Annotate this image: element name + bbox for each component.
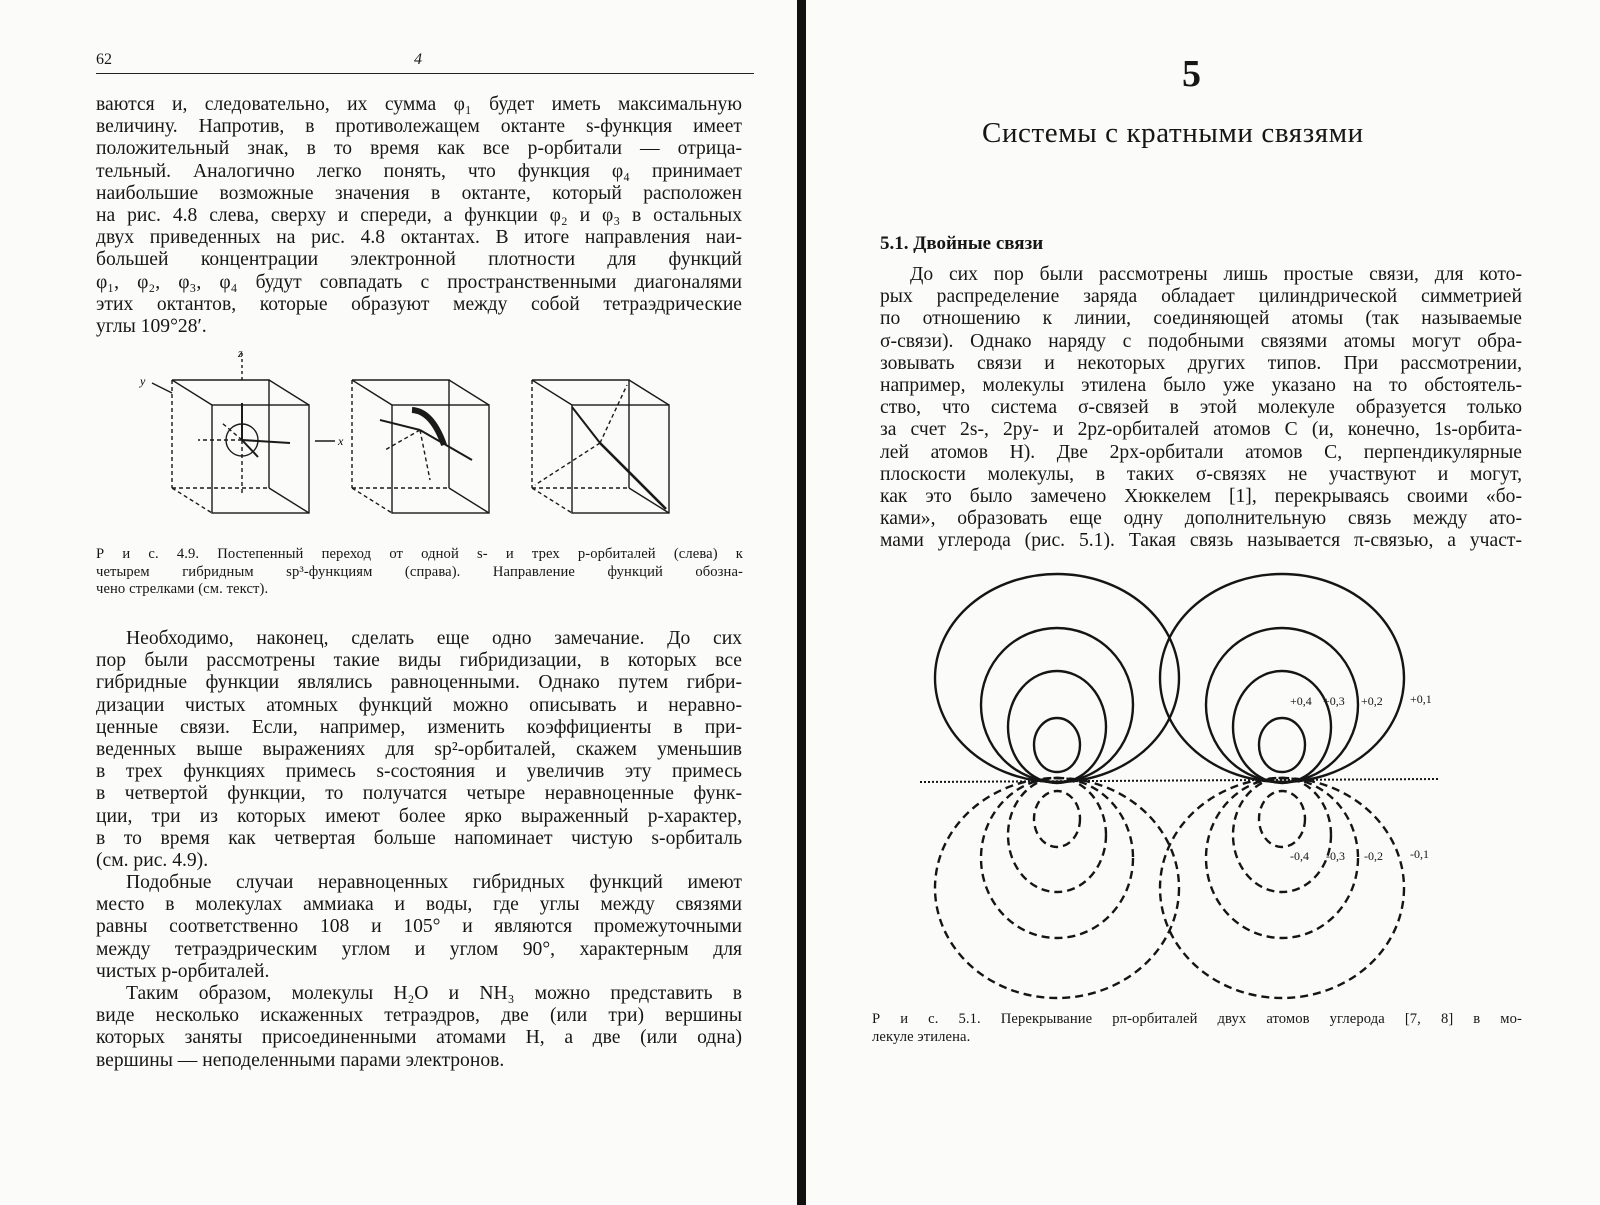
cube-sp3-functions bbox=[532, 380, 669, 513]
text-line: веденных выше выражениях для sp²-орбиталей, скажем уменьшив bbox=[96, 738, 742, 760]
text-line: виде несколько искаженных тетраэдров, две (или три) вершины bbox=[96, 1005, 742, 1027]
text-line: зовывать связи и некоторых других типов. При рассмотрении, bbox=[880, 352, 1522, 374]
cube-transition bbox=[352, 380, 489, 513]
text-line: по отношению к линии, соединяющей атомы (так называемые bbox=[880, 308, 1522, 330]
book-spine-gutter bbox=[797, 0, 806, 1205]
text-line: место в молекулах аммиака и воды, где углы между связями bbox=[96, 894, 742, 916]
contour-label-positive: +0,2 bbox=[1361, 694, 1383, 708]
text-line: большей концентрации электронной плотности для функций bbox=[96, 249, 742, 271]
left-page bbox=[0, 0, 795, 1205]
caption-line: Р и с. 5.1. Перекрывание pπ-орбиталей двух атомов углерода [7, 8] в мо- bbox=[872, 1011, 1522, 1027]
text-line: этих октантов, которые образуют между собой тетраэдрические bbox=[96, 293, 742, 315]
text-line: рых распределение заряда обладает цилиндрической симметрией bbox=[880, 286, 1522, 308]
contour-label-negative: -0,1 bbox=[1410, 847, 1429, 861]
figure-4-9-hybridization-cubes bbox=[130, 345, 770, 525]
text-line: (см. рис. 4.9). bbox=[96, 849, 209, 871]
paragraph-octants bbox=[96, 94, 742, 338]
caption-line: лекуле этилена. bbox=[872, 1028, 971, 1045]
positive-lobe-right bbox=[1160, 574, 1404, 783]
text-line: пор были рассмотрены такие виды гибридизации, в которых все bbox=[96, 650, 742, 672]
caption-line: Р и с. 4.9. Постепенный переход от одной s- и трех p-орбиталей (слева) к bbox=[96, 546, 743, 562]
text-line: ценные связи. Если, например, изменить коэффициенты в при- bbox=[96, 716, 742, 738]
text-line: в то время как четвертая больше напоминает чистую s-орбиталь bbox=[96, 827, 742, 849]
paragraph-nonequivalent bbox=[96, 628, 742, 1072]
text-line: как это было замечено Хюккелем [1], перекрываясь своими «бо- bbox=[880, 485, 1522, 507]
text-line: в трех функциях примесь s-состояния и увеличив эту примесь bbox=[96, 761, 742, 783]
negative-lobe-left bbox=[935, 778, 1179, 998]
contour-label-positive: +0,4 bbox=[1290, 694, 1312, 708]
running-header bbox=[96, 51, 754, 74]
text-line: ками», образовать еще одну дополнительную связь между ато- bbox=[880, 508, 1522, 530]
text-line: лей атомов Н). Две 2px-орбитали атомов С, перпендикулярные bbox=[880, 441, 1522, 463]
text-line: которых заняты присоединенными атомами H, а две (или одна) bbox=[96, 1027, 742, 1049]
text-line: положительный знак, в то время как все p-орбитали — отрица- bbox=[96, 138, 742, 160]
contour-label-negative: -0,2 bbox=[1364, 849, 1383, 863]
text-line: гибридные функции являлись равноценными. Однако путем гибри- bbox=[96, 672, 742, 694]
chapter-title: Системы с кратными связями bbox=[982, 117, 1364, 149]
figure-5-1-p-pi-overlap bbox=[920, 563, 1480, 1008]
text-line: чистых p-орбиталей. bbox=[96, 960, 270, 982]
figure-4-9-caption bbox=[96, 546, 743, 599]
text-line: в четвертой функции, то получатся четыре неравноценные функ- bbox=[96, 783, 742, 805]
text-line: ции, три из которых имеют более ярко выраженный p-характер, bbox=[96, 805, 742, 827]
text-line: равны соответственно 108 и 105° и являются промежуточными bbox=[96, 916, 742, 938]
text-line: Таким образом, молекулы H₂O и NH₃ можно представить в bbox=[126, 983, 742, 1004]
caption-line: чено стрелками (см. текст). bbox=[96, 581, 269, 597]
page-number: 62 bbox=[96, 51, 112, 68]
running-head-chapter: 4 bbox=[414, 51, 422, 68]
text-line: углы 109°28′. bbox=[96, 315, 207, 337]
text-line: вершины — неподеленными парами электронов. bbox=[96, 1049, 505, 1071]
right-page bbox=[812, 0, 1600, 1205]
text-line: дизации чистых атомных функций можно описывать и неравно- bbox=[96, 694, 742, 716]
text-line: например, молекулы этилена было уже указано на то обстоятель- bbox=[880, 374, 1522, 396]
text-line: σ-связи). Однако наряду с подобными связями атомы могут обра- bbox=[880, 330, 1522, 352]
text-line: между тетраэдрическим углом и углом 90°, характерным для bbox=[96, 938, 742, 960]
axis-y-label: y bbox=[140, 374, 146, 388]
figure-5-1-caption bbox=[872, 1011, 1522, 1046]
text-line: До сих пор были рассмотрены лишь простые связи, для кото- bbox=[910, 264, 1522, 285]
contour-label-positive: +0,3 bbox=[1323, 694, 1345, 708]
caption-line: четырем гибридным sp³-функциям (справа). Направление функций обозна- bbox=[96, 563, 743, 580]
molecular-plane-line bbox=[920, 779, 1440, 782]
text-line: наибольшие возможные значения в октанте, который расположен bbox=[96, 182, 742, 204]
contour-label-negative: -0,4 bbox=[1290, 849, 1309, 863]
text-line: Необходимо, наконец, сделать еще одно замечание. До сих bbox=[126, 628, 742, 649]
text-line: за счет 2s-, 2py- и 2pz-орбиталей атомов С (и, конечно, 1s-орбита- bbox=[880, 419, 1522, 441]
text-line: плоскости молекулы, в таких σ-связях не участвуют и могут, bbox=[880, 463, 1522, 485]
axis-z-label: z bbox=[238, 346, 243, 360]
text-line: величину. Напротив, в противолежащем октанте s-функция имеет bbox=[96, 116, 742, 138]
axis-x-label: x bbox=[338, 434, 344, 448]
text-line: на рис. 4.8 слева, сверху и спереди, а функции φ₂ и φ₃ в остальных bbox=[96, 204, 742, 226]
text-line: ство, что система σ-связей в этой молекуле образуется только bbox=[880, 397, 1522, 419]
section-heading: 5.1. Двойные связи bbox=[880, 233, 1044, 254]
paragraph-double-bonds bbox=[880, 264, 1522, 552]
text-line: двух приведенных на рис. 4.8 октантах. В итоге направления наи- bbox=[96, 227, 742, 249]
text-line: тельный. Аналогично легко понять, что функция φ₄ принимает bbox=[96, 160, 742, 182]
positive-lobe-left bbox=[935, 574, 1179, 783]
cube-s-and-p-orbitals bbox=[152, 353, 335, 513]
contour-label-positive: +0,1 bbox=[1410, 692, 1432, 706]
contour-label-negative: -0,3 bbox=[1326, 849, 1345, 863]
chapter-number: 5 bbox=[1182, 53, 1201, 95]
text-line: Подобные случаи неравноценных гибридных функций имеют bbox=[126, 872, 742, 894]
text-line: φ₁, φ₂, φ₃, φ₄ будут совпадать с пространственными диагоналями bbox=[96, 271, 742, 293]
negative-lobe-right bbox=[1160, 778, 1404, 998]
text-line: мами углерода (рис. 5.1). Такая связь называется π-связью, а участ- bbox=[880, 530, 1522, 552]
text-line: ваются и, следовательно, их сумма φ₁ будет иметь максимальную bbox=[96, 94, 742, 115]
